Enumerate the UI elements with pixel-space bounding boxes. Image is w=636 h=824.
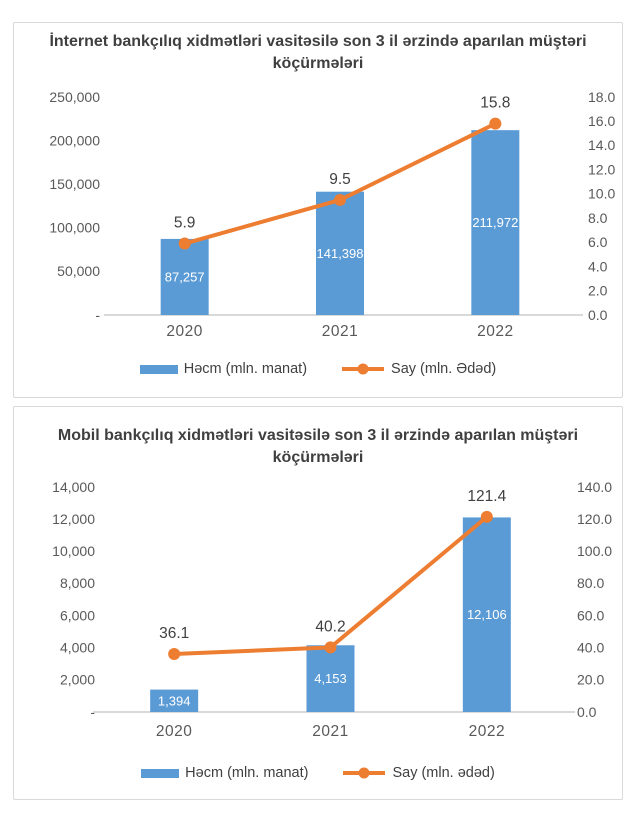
chart-legend [14, 361, 622, 377]
right-axis-tick-label: 80.0 [577, 575, 605, 592]
left-axis-tick-label: 200,000 [49, 132, 100, 149]
left-axis-tick-label: 50,000 [57, 263, 100, 280]
legend-item-count [341, 361, 496, 377]
bar-series-swatch [140, 365, 178, 374]
line-point-label: 40.2 [315, 618, 346, 636]
chart-title: Mobil bankçılıq xidmətləri vasitəsilə son 3 il ərzində aparılan müştəri köçürmələri [57, 427, 579, 466]
legend-label: Həcm (mln. manat) [183, 361, 308, 377]
right-axis-tick-label: 4.0 [588, 258, 608, 275]
left-axis-tick-label: 14,000 [52, 478, 95, 495]
chart-title: İnternet bankçılıq xidmətləri vasitəsilə son 3 il ərzində aparılan müştəri köçürmələri [49, 33, 587, 72]
category-label: 2020 [166, 323, 203, 340]
left-axis-tick-label: 6,000 [59, 607, 95, 624]
category-label: 2020 [155, 723, 193, 740]
right-axis-tick-label: 0.0 [577, 703, 597, 720]
bar-value-label: 12,106 [466, 607, 507, 623]
bar-series-swatch [141, 769, 179, 778]
legend-label: Say (mln. ədəd) [392, 765, 495, 781]
right-axis-tick-label: 0.0 [588, 306, 608, 323]
left-axis-tick-label: 4,000 [59, 639, 95, 656]
left-axis-tick-label: 150,000 [49, 176, 100, 192]
bar-value-label: 211,972 [472, 215, 519, 231]
right-axis-tick-label: 14.0 [588, 137, 616, 154]
right-axis-tick-label: 120.0 [577, 510, 613, 527]
bar-value-label: 141,398 [316, 245, 364, 261]
right-axis-tick-label: 100.0 [577, 543, 613, 560]
right-axis-tick-label: 2.0 [588, 282, 608, 299]
left-axis-tick-label: 2,000 [59, 671, 95, 688]
right-axis-tick-label: 40.0 [577, 639, 605, 656]
mobile-banking-chart-panel [13, 406, 623, 800]
line-point-label: 36.1 [159, 624, 190, 642]
legend-label: Həcm (mln. manat) [185, 765, 309, 781]
legend-label: Say (mln. Ədəd) [391, 361, 497, 377]
line-marker [179, 238, 191, 250]
line-point-label: 121.4 [467, 487, 507, 505]
right-axis-tick-label: 6.0 [588, 234, 608, 251]
left-axis-tick-label: 100,000 [49, 219, 100, 236]
left-axis-tick-label: 250,000 [49, 88, 100, 105]
right-axis-tick-label: 10.0 [588, 185, 616, 202]
bar-value-label: 1,394 [157, 693, 191, 709]
right-axis-tick-label: 8.0 [588, 209, 608, 226]
line-marker [481, 511, 493, 523]
line-series-swatch [341, 363, 385, 375]
category-label: 2022 [468, 723, 506, 740]
line-marker [489, 118, 501, 130]
internet-banking-combo-chart [14, 82, 622, 342]
right-axis-tick-label: 20.0 [577, 671, 605, 688]
bar-value-label: 87,257 [164, 269, 205, 285]
right-axis-tick-label: 12.0 [588, 161, 616, 178]
right-axis-tick-label: 140.0 [577, 478, 613, 495]
chart-legend [14, 765, 622, 781]
left-axis-tick-label: 10,000 [52, 543, 95, 560]
line-marker [334, 194, 346, 206]
internet-banking-chart-panel [13, 22, 623, 398]
right-axis-tick-label: 16.0 [588, 113, 616, 130]
line-point-label: 15.8 [480, 94, 511, 112]
legend-item-volume [141, 765, 308, 781]
category-label: 2022 [477, 323, 514, 340]
line-series-swatch [342, 767, 386, 779]
right-axis-tick-label: 18.0 [588, 88, 616, 105]
line-point-label: 9.5 [329, 170, 351, 188]
legend-item-volume [140, 361, 307, 377]
left-axis-tick-label: 8,000 [59, 575, 95, 592]
left-axis-tick-label: - [90, 703, 95, 720]
line-marker [168, 648, 180, 660]
category-label: 2021 [312, 723, 349, 740]
mobile-banking-combo-chart [14, 474, 622, 742]
bar-value-label: 4,153 [314, 671, 347, 687]
line-marker [325, 641, 337, 653]
right-axis-tick-label: 60.0 [577, 607, 605, 624]
left-axis-tick-label: - [95, 306, 100, 323]
legend-item-count [342, 765, 494, 781]
left-axis-tick-label: 12,000 [52, 510, 95, 527]
category-label: 2021 [321, 323, 359, 340]
line-point-label: 5.9 [173, 214, 196, 232]
